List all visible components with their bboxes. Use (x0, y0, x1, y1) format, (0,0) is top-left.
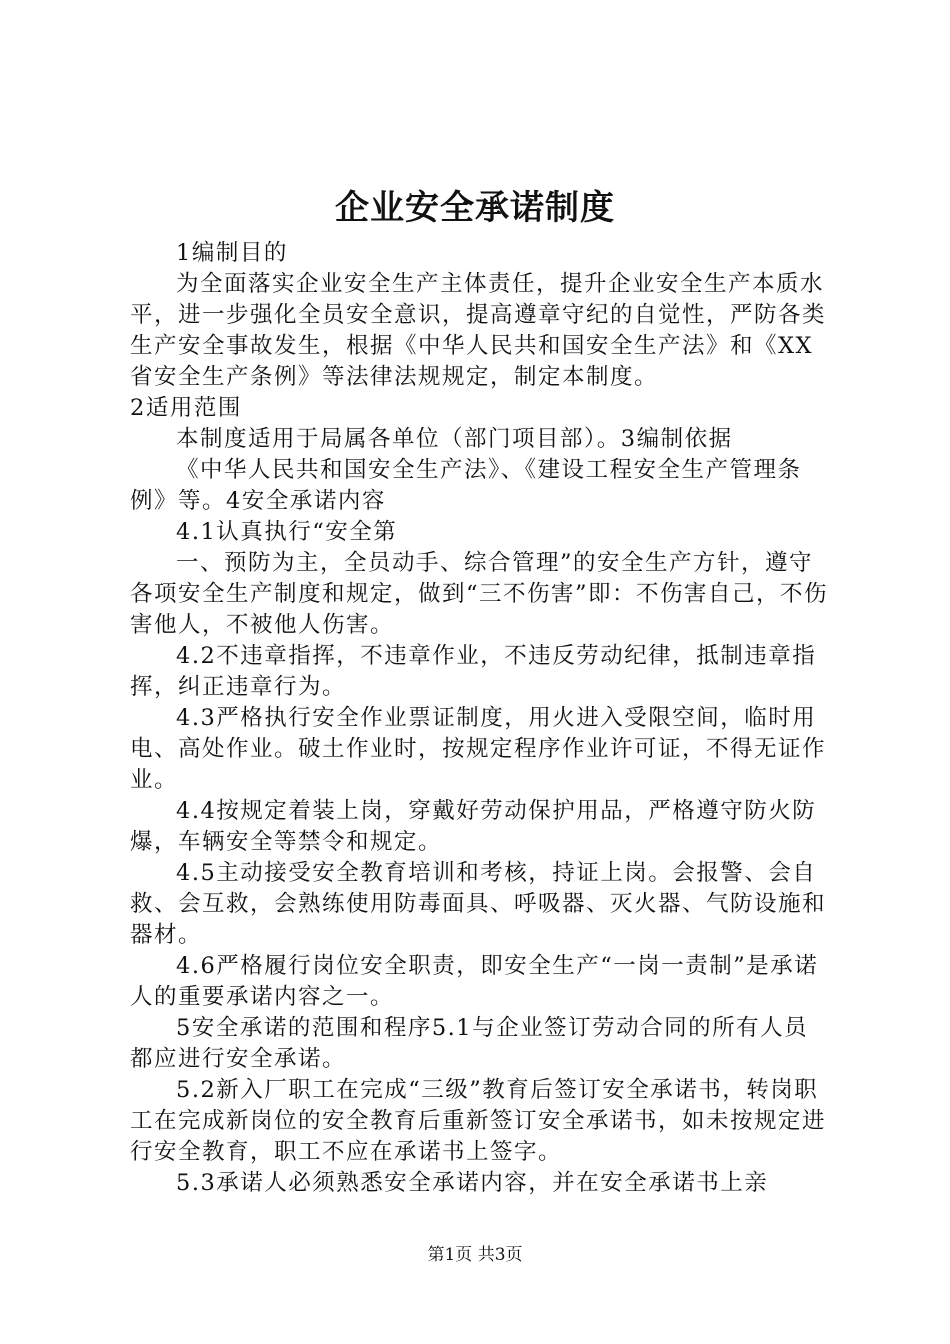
paragraph: 4.1认真执行“安全第 (176, 519, 398, 545)
paragraph: 4.2不违章指挥，不违章作业，不违反劳动纪律，抵制违章指挥，纠正违章行为。 (130, 643, 817, 700)
paragraph: 4.6严格履行岗位安全职责，即安全生产“一岗一责制”是承诺人的重要承诺内容之一。 (130, 953, 819, 1010)
paragraph: 4.4按规定着装上岗，穿戴好劳动保护用品，严格遵守防火防爆，车辆安全等禁令和规定。 (130, 798, 817, 855)
paragraph: 1编制目的 (176, 240, 288, 266)
paragraph: 《中华人民共和国安全生产法》、《建设工程安全生产管理条例》等。4安全承诺内容 (130, 457, 802, 514)
document-body (130, 238, 832, 1199)
paragraph: 5.3承诺人必须熟悉安全承诺内容，并在安全承诺书上亲 (176, 1170, 769, 1196)
paragraph: 4.3严格执行安全作业票证制度，用火进入受限空间，临时用电、高处作业。破土作业时，按规定程序作业许可证，不得无证作业。 (130, 705, 827, 793)
paragraph: 2适用范围 (130, 395, 242, 421)
paragraph: 一、预防为主，全员动手、综合管理”的安全生产方针，遵守各项安全生产制度和规定，做到“三不伤害”即：不伤害自己，不伤害他人，不被他人伤害。 (130, 550, 829, 638)
paragraph: 5安全承诺的范围和程序5.1与企业签订劳动合同的所有人员都应进行安全承诺。 (130, 1015, 809, 1072)
paragraph: 本制度适用于局属各单位（部门项目部）。3编制依据 (176, 426, 733, 452)
paragraph: 为全面落实企业安全生产主体责任，提升企业安全生产本质水平，进一步强化全员安全意识，提高遵章守纪的自觉性，严防各类生产安全事故发生，根据《中华人民共和国安全生产法》和《XX省安全生产条例》等法律法规规定，制定本制度。 (130, 271, 827, 390)
paragraph: 4.5主动接受安全教育培训和考核，持证上岗。会报警、会自救、会互救，会熟练使用防毒面具、呼吸器、灭火器、气防设施和器材。 (130, 860, 827, 948)
document-title: 企业安全承诺制度 (335, 188, 615, 228)
paragraph: 5.2新入厂职工在完成“三级”教育后签订安全承诺书，转岗职工在完成新岗位的安全教育后重新签订安全承诺书，如未按规定进行安全教育，职工不应在承诺书上签字。 (130, 1077, 827, 1165)
page-footer: 第1页 共3页 (427, 1245, 523, 1265)
